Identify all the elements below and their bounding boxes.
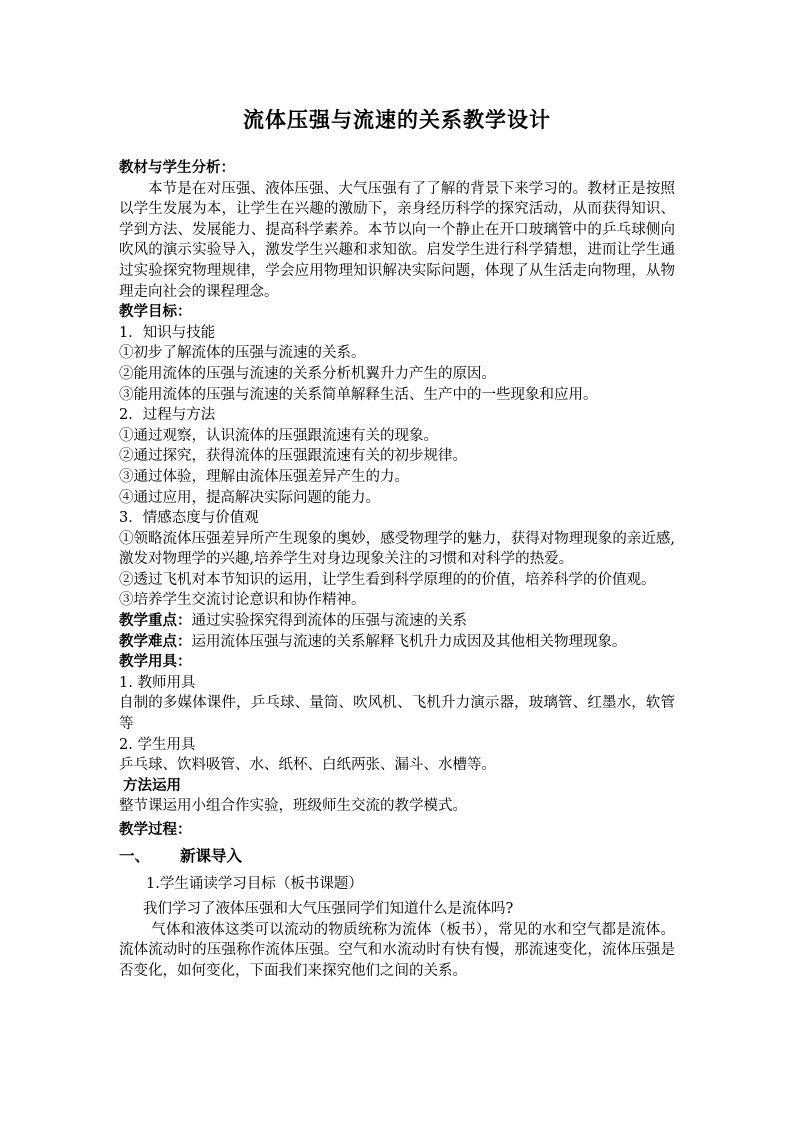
goal-item: ③培养学生交流讨论意识和协作精神。 (119, 592, 366, 609)
difficulty-text: 运用流体压强与流速的关系解释飞机升力成因及其他相关物理现象。 (191, 633, 627, 650)
goal-item: ①通过观察，认识流体的压强跟流速有关的现象。 (119, 427, 438, 444)
goal-item: ③能用流体的压强与流速的关系简单解释生活、生产中的一些现象和应用。 (119, 386, 598, 403)
teacher-tools-text: 自制的多媒体课件，乒乓球、量筒、吹风机、飞机升力演示器，玻璃管、红墨水，软管等 (119, 695, 675, 733)
intro-paragraph (119, 920, 675, 982)
goal-item: ②通过探究，获得流体的压强跟流速有关的初步规律。 (119, 448, 467, 465)
goals-section-3: 3．情感态度与价值观 (119, 510, 259, 527)
goal-item: ②能用流体的压强与流速的关系分析机翼升力产生的原因。 (119, 365, 496, 382)
method-heading: 方法运用 (123, 776, 181, 794)
analysis-paragraph: 本节是在对压强、液体压强、大气压强有了了解的背景下来学习的。教材正是按照以学生发展为本，让学生在兴趣的激励下，亲身经历科学的探究活动，从而获得知识、学到方法、发展能力、提高科学素养。本节以向一个静止在开口玻璃管中的乒乓球侧向吹风的演示实验导入，激发学生兴趣和求知欲。启发学生进行科学猜想，进而让学生通过实验探究物理规律，学会应用物理知识解决实际问题，体现了从生活走向物理，从物理走向社会的课程理念。 (119, 180, 675, 300)
teacher-tools-label: 1. 教师用具 (119, 674, 196, 691)
key-point-text: 通过实验探究得到流体的压强与流速的关系 (191, 613, 467, 630)
process-heading: 教学过程： (119, 821, 192, 838)
key-point (119, 611, 675, 632)
tools-heading: 教学用具： (119, 653, 192, 671)
goal-paragraph: ①领略流体压强差异所产生现象的奥妙，感受物理学的魅力，获得对物理现象的亲近感,激发对物理学的兴趣,培养学生对身边现象关注的习惯和对科学的热爱。 (119, 530, 675, 568)
difficulty-point (119, 632, 675, 653)
document-title: 流体压强与流速的关系教学设计 (243, 107, 551, 132)
student-tools-label: 2. 学生用具 (119, 736, 196, 753)
method-text: 整节课运用小组合作实验，班级师生交流的教学模式。 (119, 798, 467, 815)
goal-item: ③通过体验，理解由流体压强差异产生的力。 (119, 468, 409, 485)
question-line: 我们学习了液体压强和大气压强同学们知道什么是流体吗? (143, 901, 514, 918)
key-point-label: 教学重点： (119, 612, 192, 630)
goal-item: ①初步了解流体的压强与流速的关系。 (119, 345, 366, 362)
goals-section-2: 2．过程与方法 (119, 407, 216, 424)
step-line: 1.学生诵读学习目标（板书课题） (146, 875, 363, 892)
intro-paragraph-text: 气体和液体这类可以流动的物质统称为流体（板书），常见的水和空气都是流体。 流体流动时的压强称作流体压强。空气和水流动时有快有慢，那流速变化，流体压强是否变化，如何变化，下面我们来探究他们之间的关系。 (119, 921, 675, 979)
section-title: 新课导入 (180, 845, 243, 865)
section-heading (119, 843, 675, 869)
section-number: 一、 (119, 845, 151, 865)
goals-section-1: 1．知识与技能 (119, 324, 216, 341)
student-tools-text: 乒乓球、饮料吸管、水、纸杯、白纸两张、漏斗、水槽等。 (119, 757, 496, 774)
goal-paragraph: ②透过飞机对本节知识的运用，让学生看到科学原理的的价值，培养科学的价值观。 (119, 571, 656, 588)
goals-heading: 教学目标： (119, 303, 192, 321)
analysis-heading: 教材与学生分析： (119, 159, 235, 176)
document-body (119, 158, 675, 982)
goal-item: ④通过应用，提高解决实际问题的能力。 (119, 489, 380, 506)
difficulty-label: 教学难点： (119, 632, 192, 650)
